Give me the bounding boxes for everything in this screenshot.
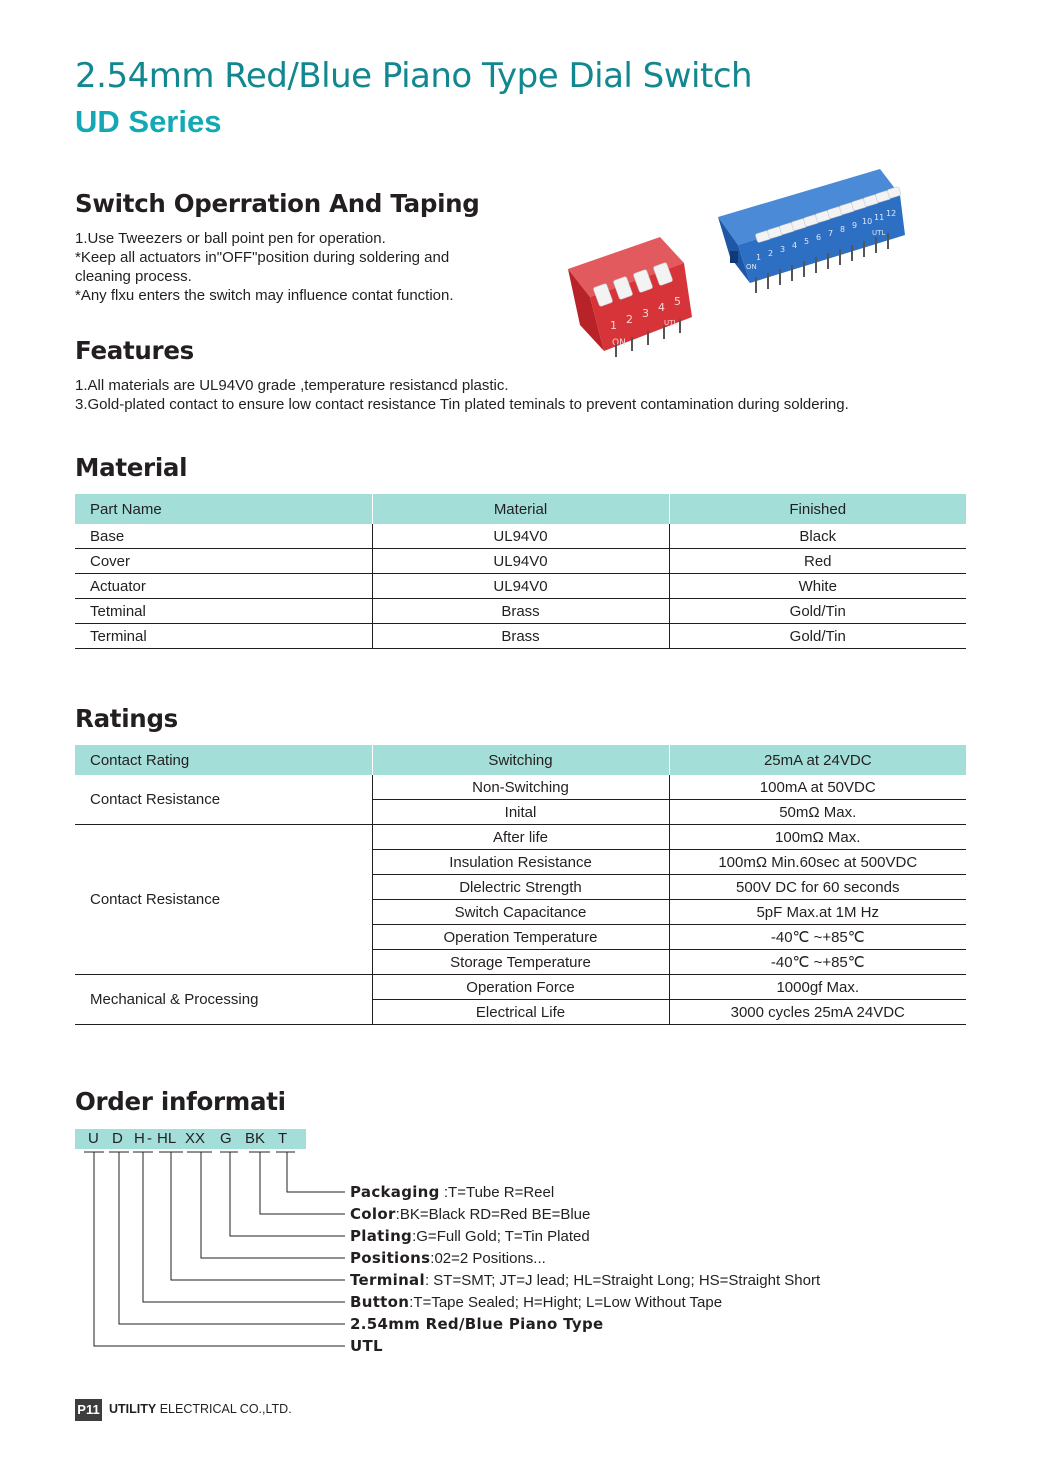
order-heading: Order informati <box>75 1087 286 1116</box>
red-brand-label: UTL <box>664 319 678 327</box>
table-cell: White <box>669 574 966 599</box>
operation-line: 1.Use Tweezers or ball point pen for operation. <box>75 230 386 247</box>
col-header: Contact Rating <box>75 745 372 775</box>
blue-brand-label: UTL <box>872 229 886 237</box>
features-heading: Features <box>75 336 194 365</box>
blue-num-label: 7 <box>828 229 834 238</box>
table-cell: 100mΩ Max. <box>669 825 966 850</box>
table-cell: Gold/Tin <box>669 624 966 649</box>
code-part: XX <box>185 1130 206 1147</box>
table-cell: Brass <box>372 599 669 624</box>
table-cell: Non-Switching <box>372 775 669 800</box>
table-cell: Cover <box>75 549 372 574</box>
material-heading: Material <box>75 453 188 482</box>
table-cell: 500V DC for 60 seconds <box>669 875 966 900</box>
blue-num-label: 2 <box>768 249 774 258</box>
legend-terminal: Terminal: ST=SMT; JT=J lead; HL=Straight Long; HS=Straight Short <box>350 1271 821 1289</box>
code-part: U <box>88 1130 99 1147</box>
code-part: T <box>278 1130 288 1147</box>
table-cell: Insulation Resistance <box>372 850 669 875</box>
blue-num-label: 11 <box>874 213 885 222</box>
table-cell: Brass <box>372 624 669 649</box>
blue-num-label: 8 <box>840 225 846 234</box>
table-cell: 5pF Max.at 1M Hz <box>669 900 966 925</box>
page-title: 2.54mm Red/Blue Piano Type Dial Switch <box>75 56 753 96</box>
red-num-label: 2 <box>626 313 633 326</box>
legend-button: Button:T=Tape Sealed; H=Hight; L=Low Without Tape <box>350 1293 723 1311</box>
col-header: 25mA at 24VDC <box>669 745 966 775</box>
operation-line: *Any flxu enters the switch may influence contat function. <box>75 287 454 304</box>
col-header: Switching <box>372 745 669 775</box>
table-cell: Switch Capacitance <box>372 900 669 925</box>
blue-num-label: 4 <box>792 241 798 250</box>
table-cell: UL94V0 <box>372 524 669 549</box>
table-cell: UL94V0 <box>372 549 669 574</box>
operation-line: cleaning process. <box>75 268 192 285</box>
legend-color: Color:BK=Black RD=Red BE=Blue <box>350 1205 591 1223</box>
table-cell: Operation Temperature <box>372 925 669 950</box>
group-label: Contact Resistance <box>75 775 372 825</box>
col-header: Part Name <box>75 494 372 524</box>
table-cell: -40℃ ~+85℃ <box>669 925 966 950</box>
group-label: Mechanical & Processing <box>75 975 372 1025</box>
group-label: Contact Resistance <box>75 825 372 975</box>
table-cell: Gold/Tin <box>669 599 966 624</box>
col-header: Material <box>372 494 669 524</box>
table-cell: Inital <box>372 800 669 825</box>
table-cell: Base <box>75 524 372 549</box>
page-number-badge: P11 <box>75 1399 102 1421</box>
table-cell: 100mA at 50VDC <box>669 775 966 800</box>
table-cell: Black <box>669 524 966 549</box>
table-cell: Electrical Life <box>372 1000 669 1025</box>
red-num-label: 3 <box>642 307 649 320</box>
col-header: Finished <box>669 494 966 524</box>
blue-num-label: 10 <box>862 217 873 226</box>
table-cell: Dlelectric Strength <box>372 875 669 900</box>
table-cell: Terminal <box>75 624 372 649</box>
red-num-label: 1 <box>610 319 617 332</box>
code-part: D <box>112 1130 123 1147</box>
table-cell: Tetminal <box>75 599 372 624</box>
blue-num-label: 5 <box>804 237 810 246</box>
code-part: HL <box>157 1130 177 1147</box>
series-title: UD Series <box>75 104 222 139</box>
blue-num-label: 3 <box>780 245 786 254</box>
company-name: UTILITY ELECTRICAL CO.,LTD. <box>109 1402 292 1416</box>
table-cell: 50mΩ Max. <box>669 800 966 825</box>
legend-type: 2.54mm Red/Blue Piano Type <box>350 1315 604 1333</box>
blue-num-label: 9 <box>852 221 858 230</box>
red-num-label: 5 <box>674 295 681 308</box>
feature-line: 3.Gold-plated contact to ensure low contact resistance Tin plated teminals to prevent contamination during soldering. <box>75 396 849 413</box>
feature-line: 1.All materials are UL94V0 grade ,temperature resistancd plastic. <box>75 377 509 394</box>
blue-num-label: 1 <box>756 253 762 262</box>
legend-brand: UTL <box>350 1337 383 1355</box>
legend-positions: Positions:02=2 Positions... <box>350 1249 546 1267</box>
ratings-heading: Ratings <box>75 704 178 733</box>
table-cell: After life <box>372 825 669 850</box>
table-cell: Operation Force <box>372 975 669 1000</box>
table-cell: 100mΩ Min.60sec at 500VDC <box>669 850 966 875</box>
table-cell: Storage Temperature <box>372 950 669 975</box>
code-part: - <box>147 1130 152 1147</box>
code-part: BK <box>245 1130 266 1147</box>
blue-on-label: ON <box>746 263 757 271</box>
legend-packaging: Packaging :T=Tube R=Reel <box>350 1183 555 1201</box>
code-part: H <box>134 1130 145 1147</box>
table-cell: -40℃ ~+85℃ <box>669 950 966 975</box>
table-cell: UL94V0 <box>372 574 669 599</box>
blue-num-label: 12 <box>886 209 897 218</box>
table-cell: Actuator <box>75 574 372 599</box>
operation-heading: Switch Operration And Taping <box>75 189 480 218</box>
red-on-label: ON <box>612 338 626 348</box>
table-cell: 3000 cycles 25mA 24VDC <box>669 1000 966 1025</box>
blue-num-label: 6 <box>816 233 822 242</box>
legend-plating: Plating:G=Full Gold; T=Tin Plated <box>350 1227 590 1245</box>
table-cell: Red <box>669 549 966 574</box>
table-cell: 1000gf Max. <box>669 975 966 1000</box>
code-part: G <box>220 1130 232 1147</box>
operation-line: *Keep all actuators in"OFF"position during soldering and <box>75 249 450 266</box>
red-num-label: 4 <box>658 301 665 314</box>
